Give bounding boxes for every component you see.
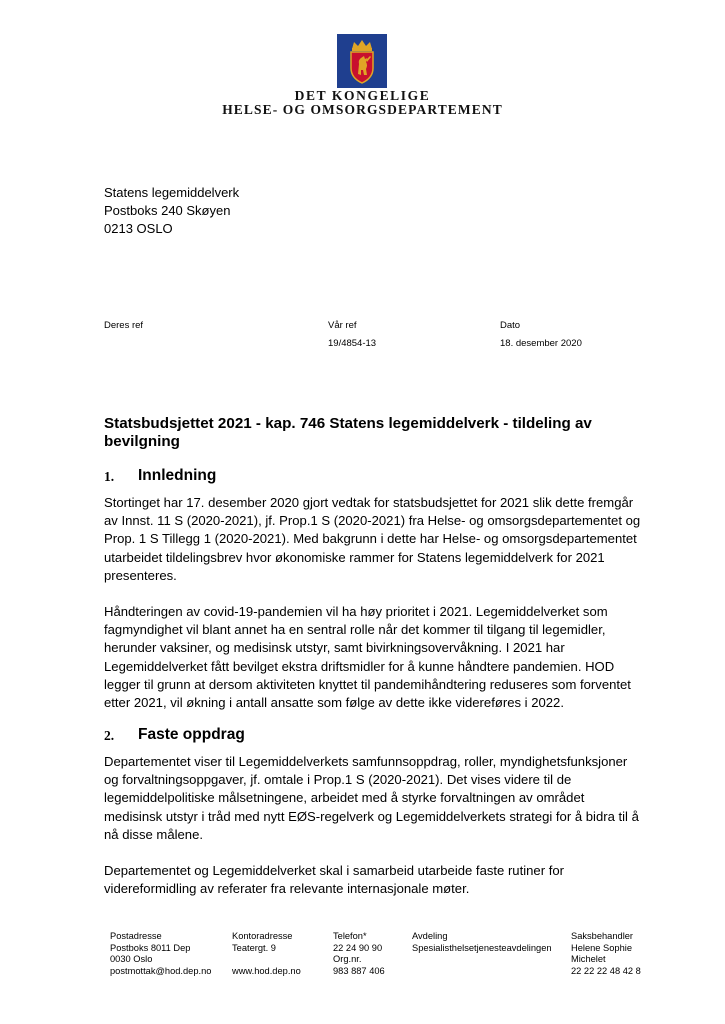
footer-value: Helene Sophie <box>571 942 632 953</box>
text-line: legger til grunn at dersom aktiviteten knyttet til pandemihåndtering reduseres som forventet <box>104 676 631 692</box>
coat-of-arms-icon <box>337 34 387 88</box>
footer-value: Postboks 8011 Dep <box>110 942 191 953</box>
dato-value: 18. desember 2020 <box>500 338 582 349</box>
footer-website[interactable]: www.hod.dep.no <box>232 965 301 976</box>
section-heading: Faste oppdrag <box>138 726 245 743</box>
text-line: Departementet viser til Legemiddelverkets samfunnsoppdrag, roller, myndighetsfunksjoner <box>104 754 628 769</box>
footer-value: 0030 Oslo <box>110 954 153 965</box>
text-line: av Innst. 11 S (2020-2021), jf. Prop.1 S (2020-2021) fra Helse- og omsorgsdepartementet og <box>104 513 641 529</box>
section-heading: Innledning <box>138 467 217 484</box>
footer-label: Kontoradresse <box>232 931 293 941</box>
department-name-line2: HELSE- OG OMSORGSDEPARTEMENT <box>222 102 503 117</box>
text-line: og forvaltningsoppgaver, jf. omtale i Prop.1 S (2020-2021). Det vises videre til de <box>104 772 572 788</box>
footer-avdeling <box>412 931 552 954</box>
footer-telefon <box>333 931 385 977</box>
paragraph <box>104 753 656 844</box>
text-line: medisinsk utstyr i tråd med nytt EØS-regelverk og Legemiddelverkets strategi for å bidra til å <box>104 808 639 824</box>
var-ref-value: 19/4854-13 <box>328 338 377 349</box>
footer-blank <box>232 954 301 966</box>
document-title: Statsbudsjettet 2021 - kap. 746 Statens legemiddelverk - tildeling av bevilgning <box>104 415 592 450</box>
footer-label: Telefon* <box>333 931 367 941</box>
footer-value: 22 22 22 48 42 8 <box>571 965 641 976</box>
footer-value: Michelet <box>571 954 606 965</box>
footer-value: 983 887 406 <box>333 965 385 976</box>
text-line: videreformidling av referater fra relevante internasjonale møter. <box>104 881 470 897</box>
paragraph <box>104 862 656 898</box>
dato-label: Dato <box>500 320 521 331</box>
footer-label: Postadresse <box>110 931 162 941</box>
recipient-name: Statens legemiddelverk <box>104 185 240 200</box>
text-line: Legemiddelverket fått bevilget ekstra driftsmidler for å kunne håndtere pandemien. HOD <box>104 658 615 674</box>
text-line: fagmyndighet vil blant annet ha en sentral rolle når det kommer til tilgang til legemidler, <box>104 622 606 638</box>
footer-saksbehandler <box>571 931 641 977</box>
footer-email[interactable]: postmottak@hod.dep.no <box>110 965 212 976</box>
section-number: 2. <box>104 728 115 743</box>
footer-value: Spesialisthelsetjenesteavdelingen <box>412 942 552 953</box>
deres-ref-label: Deres ref <box>104 320 144 331</box>
text-line: Stortinget har 17. desember 2020 gjort vedtak for statsbudsjettet for 2021 slik dette fremgår <box>104 495 634 510</box>
paragraph <box>104 603 656 712</box>
footer-label: Saksbehandler <box>571 931 634 941</box>
var-ref-label: Vår ref <box>328 320 357 331</box>
recipient-postal: 0213 OSLO <box>104 221 173 236</box>
footer-postadresse <box>110 931 211 977</box>
footer-label: Org.nr. <box>333 954 362 965</box>
text-line: utarbeidet tildelingsbrev hvor økonomiske rammer for Statens legemiddelverk for 2021 <box>104 549 605 565</box>
text-line: nå disse målene. <box>104 826 203 842</box>
text-line: Departementet og Legemiddelverket skal i samarbeid utarbeide faste rutiner for <box>104 863 564 878</box>
text-line: presenteres. <box>104 567 177 583</box>
recipient-address: Postboks 240 Skøyen <box>104 203 231 218</box>
section-number: 1. <box>104 469 115 484</box>
text-line: etter 2021, vil økning i antall ansatte som følge av dette ikke videreføres i 2022. <box>104 695 564 711</box>
department-name-line1: DET KONGELIGE <box>294 88 431 103</box>
footer-label: Avdeling <box>412 931 448 941</box>
text-line: Prop. 1 S Tillegg 1 (2020-2021). Med bakgrunn i dette har Helse- og omsorgsdepartementet <box>104 531 637 547</box>
footer-value: Teatergt. 9 <box>232 942 276 953</box>
text-line: herunder vaksiner, og medisinsk utstyr, samt bivirkningsovervåkning. I 2021 har <box>104 640 565 656</box>
text-line: Håndteringen av covid-19-pandemien vil ha høy prioritet i 2021. Legemiddelverket som <box>104 604 608 619</box>
footer-value: 22 24 90 90 <box>333 942 383 953</box>
footer-kontoradresse <box>232 931 301 977</box>
text-line: legemiddelpolitiske målsetningene, arbeidet med å styrke forvaltningen av området <box>104 790 585 806</box>
paragraph <box>104 494 656 585</box>
